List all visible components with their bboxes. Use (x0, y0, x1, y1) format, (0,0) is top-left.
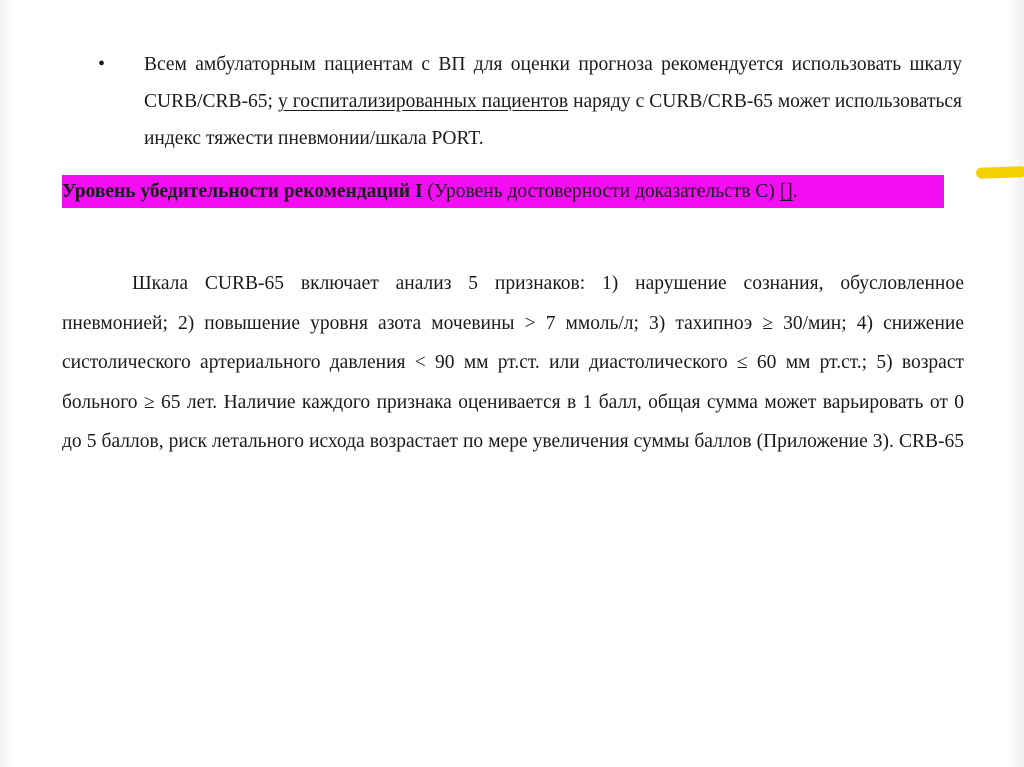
bullet-text-underlined: у госпитализированных пациентов (277, 91, 569, 112)
bullet-text-part-1: Всем амбулаторным пациентам с ВП для оценки прогноза рекомендуется использовать шкалу CURB/CRB-65; (144, 54, 962, 112)
recommendation-end: . (792, 181, 798, 202)
reference-brackets: [] (779, 181, 793, 202)
bullet-text-part-3: наряду с CURB/CRB-65 может использоваться индекс тяжести пневмонии/шкала PORT. (144, 91, 962, 149)
curb65-paragraph-text: Шкала CURB-65 включает анализ 5 признаков: 1) нарушение сознания, обусловленное пневмонией; 2) повышение уровня азота мочевины > 7 ммоль/л; 3) тахипноэ ≥ 30/мин; 4) снижение систолического артериального давления < 90 мм рт.ст. или диастолического ≤ 60 мм рт.ст.; 5) возраст больного ≥ 65 лет. Наличие каждого признака оценивается в 1 балл, общая сумма может варьировать от 0 до 5 баллов, риск летального исхода возрастает по мере увеличения суммы баллов (Приложение 3). CRB-65 (62, 273, 964, 452)
bullet-text (144, 46, 962, 157)
curb65-paragraph (62, 264, 964, 462)
bullet-symbol: • (98, 53, 106, 75)
recommendation-level-highlight (62, 175, 944, 208)
evidence-level-text: (Уровень достоверности доказательств С) (422, 181, 780, 202)
highlighter-mark (976, 166, 1024, 179)
recommendation-level-bold: Уровень убедительности рекомендаций I (62, 181, 423, 202)
